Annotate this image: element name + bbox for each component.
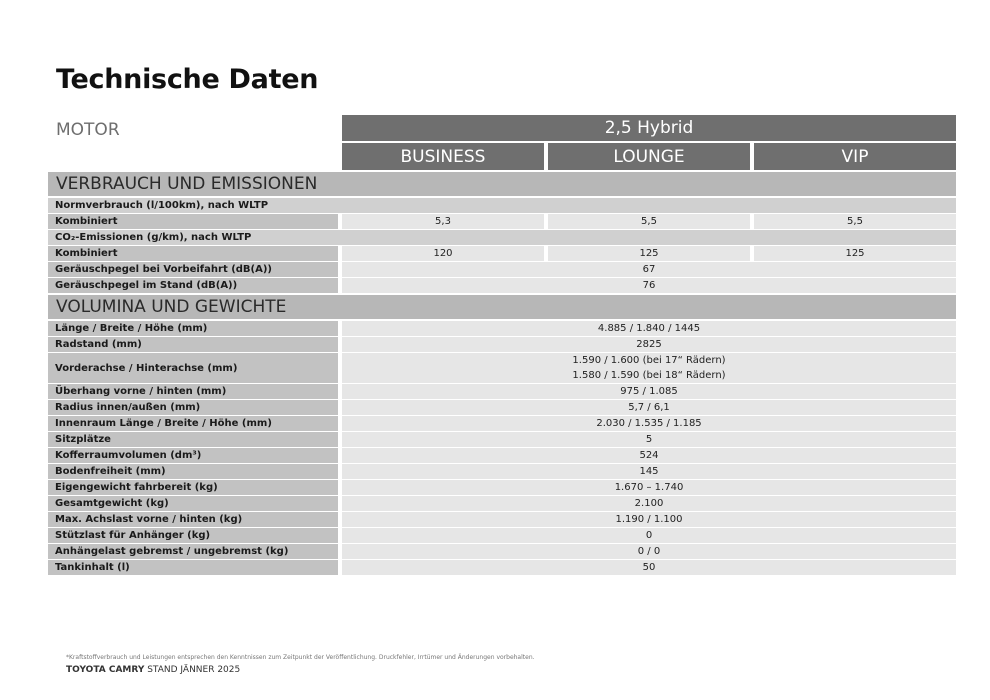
row-value: 975 / 1.085: [342, 384, 956, 399]
section-title-volumes: VOLUMINA UND GEWICHTE: [48, 295, 956, 319]
row-value: 1.190 / 1.100: [342, 512, 956, 527]
row-label: Sitzplätze: [48, 432, 338, 447]
row-value: 2825: [342, 337, 956, 352]
table-row: [48, 400, 956, 415]
row-value-vip: 5,5: [754, 214, 956, 229]
row-value: 0 / 0: [342, 544, 956, 559]
row-value: 50: [342, 560, 956, 575]
table-row: [48, 321, 956, 336]
row-label: Kombiniert: [48, 246, 338, 261]
row-value: 1.670 – 1.740: [342, 480, 956, 495]
row-label: Kofferraumvolumen (dm³): [48, 448, 338, 463]
table-row: [48, 480, 956, 495]
table-row: [48, 230, 956, 245]
table-row: [48, 528, 956, 543]
row-value-business: 5,3: [342, 214, 544, 229]
table-row: [48, 278, 956, 293]
row-value: 5,7 / 6,1: [342, 400, 956, 415]
row-label: Radius innen/außen (mm): [48, 400, 338, 415]
footer-stand: STAND JÄNNER 2025: [147, 665, 241, 675]
row-label: Bodenfreiheit (mm): [48, 464, 338, 479]
trim-header-lounge: LOUNGE: [548, 143, 750, 170]
table-row: [48, 416, 956, 431]
row-label: Anhängelast gebremst / ungebremst (kg): [48, 544, 338, 559]
table-row: [48, 353, 956, 383]
engine-header: 2,5 Hybrid: [342, 115, 956, 141]
row-label: Stützlast für Anhänger (kg): [48, 528, 338, 543]
table-row: [48, 337, 956, 352]
row-value-business: 120: [342, 246, 544, 261]
row-label: Kombiniert: [48, 214, 338, 229]
row-value: 0: [342, 528, 956, 543]
table-row: [48, 384, 956, 399]
row-label: Max. Achslast vorne / hinten (kg): [48, 512, 338, 527]
footnote: *Kraftstoffverbrauch und Leistungen entsprechen den Kenntnissen zum Zeitpunkt der Veröffentlichung. Druckfehler, Irrtümer und Änderungen vorbehalten.: [66, 654, 535, 661]
row-value: 145: [342, 464, 956, 479]
table-row: [48, 544, 956, 559]
row-value: 524: [342, 448, 956, 463]
page-title: Technische Daten: [56, 64, 319, 95]
table-row: [48, 262, 956, 277]
row-value: 2.030 / 1.535 / 1.185: [342, 416, 956, 431]
table-row: [48, 214, 956, 229]
table-row: [48, 464, 956, 479]
row-label: Innenraum Länge / Breite / Höhe (mm): [48, 416, 338, 431]
footer: [66, 665, 240, 675]
row-value-line-2: 1.580 / 1.590 (bei 18“ Rädern): [572, 370, 726, 381]
row-value-line-1: 1.590 / 1.600 (bei 17“ Rädern): [572, 355, 726, 366]
table-row: [48, 198, 956, 213]
row-label: Radstand (mm): [48, 337, 338, 352]
row-label: Länge / Breite / Höhe (mm): [48, 321, 338, 336]
row-value: 2.100: [342, 496, 956, 511]
table-row: [48, 246, 956, 261]
footer-brand: TOYOTA CAMRY: [66, 665, 145, 675]
row-label: Tankinhalt (l): [48, 560, 338, 575]
row-label: Geräuschpegel bei Vorbeifahrt (dB(A)): [48, 262, 338, 277]
table-row: [48, 432, 956, 447]
row-value-vip: 125: [754, 246, 956, 261]
table-row: [48, 560, 956, 575]
row-value-lounge: 5,5: [548, 214, 750, 229]
trim-header-vip: VIP: [754, 143, 956, 170]
row-value: 76: [342, 278, 956, 293]
row-label: Eigengewicht fahrbereit (kg): [48, 480, 338, 495]
table-row: [48, 496, 956, 511]
row-label: Vorderachse / Hinterachse (mm): [48, 353, 338, 383]
row-value: 67: [342, 262, 956, 277]
section-title-consumption: VERBRAUCH UND EMISSIONEN: [48, 172, 956, 196]
trim-header-business: BUSINESS: [342, 143, 544, 170]
row-label: Geräuschpegel im Stand (dB(A)): [48, 278, 338, 293]
table-row: [48, 448, 956, 463]
row-label: Normverbrauch (l/100km), nach WLTP: [48, 198, 956, 213]
row-value: 5: [342, 432, 956, 447]
motor-label: MOTOR: [56, 120, 120, 140]
row-label: CO₂-Emissionen (g/km), nach WLTP: [48, 230, 956, 245]
row-value-lounge: 125: [548, 246, 750, 261]
row-value: [342, 353, 956, 383]
row-value: 4.885 / 1.840 / 1445: [342, 321, 956, 336]
table-row: [48, 512, 956, 527]
row-label: Gesamtgewicht (kg): [48, 496, 338, 511]
row-label: Überhang vorne / hinten (mm): [48, 384, 338, 399]
